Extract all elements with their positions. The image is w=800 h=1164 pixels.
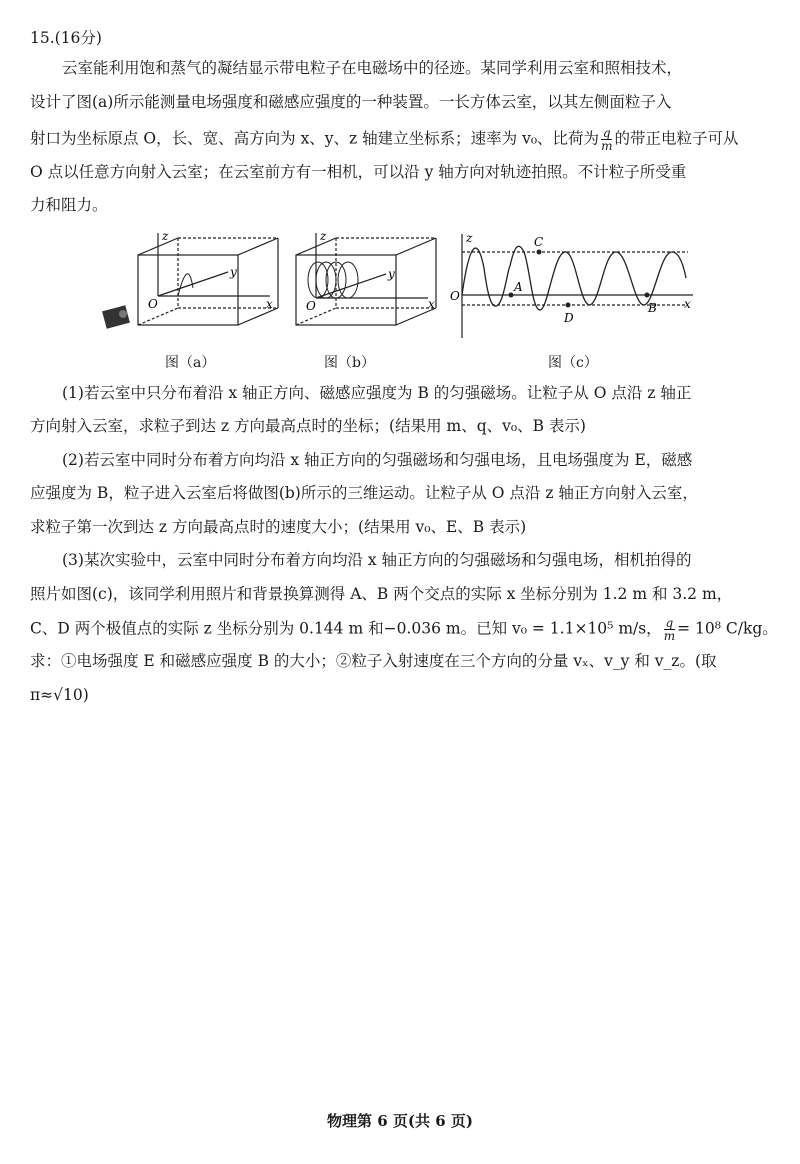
caption-b: 图（b） [324,355,375,371]
intro-line-3b: 的带正电粒子可从 [614,129,739,148]
charge-mass-ratio: $\frac{q}{m}$ [601,126,613,153]
q2-line-3: 求粒子第一次到达 z 方向最高点时的速度大小；(结果用 v₀、E、B 表示) [30,518,527,536]
q3-line-3b: = 10⁸ C/kg。 [677,619,778,638]
label-o-a: O [148,297,158,311]
label-z-a: z [162,229,169,243]
label-b: B [648,301,657,315]
label-x-a: x [266,297,273,311]
figure-a [100,228,280,348]
question-number: 15.(16分) [30,29,102,47]
label-x-b: x [428,297,435,311]
caption-a: 图（a） [165,355,216,371]
intro-line-1: 云室能利用饱和蒸气的凝结显示带电粒子在电磁场中的径迹。某同学利用云室和照相技术， [62,59,683,77]
intro-line-3a: 射口为坐标原点 O，长、宽、高方向为 x、y、z 轴建立坐标系；速率为 v₀、比荷为 [30,129,600,148]
q3-line-1: (3)某次实验中，云室中同时分布着方向均沿 x 轴正方向的匀强磁场和匀强电场，相机拍得的 [62,551,692,569]
q3-charge-mass-ratio: $\frac{q}{m}$ [663,616,676,643]
figure-b [288,228,448,348]
q3-line-4: 求：①电场强度 E 和磁感应强度 B 的大小；②粒子入射速度在三个方向的分量 vₓ、v_y 和 v_z。(取 [30,652,717,670]
label-z-b: z [320,229,327,243]
camera-icon [102,305,130,329]
q1-line-1: (1)若云室中只分布着沿 x 轴正方向、磁感应强度为 B 的匀强磁场。让粒子从 O 点沿 z 轴正 [62,384,692,402]
label-d: D [564,311,574,325]
q3-line-2: 照片如图(c)，该同学利用照片和背景换算测得 A、B 两个交点的实际 x 坐标分别为 1.2 m 和 3.2 m， [30,585,733,603]
intro-line-5: 力和阻力。 [30,196,108,214]
caption-c: 图（c） [548,355,598,371]
q3-line-5: π≈√10) [30,686,89,704]
label-x-c: x [684,297,691,311]
q3-line-3 [30,616,778,643]
point-d [566,303,571,308]
label-z-c: z [466,231,473,245]
page-footer: 物理第 6 页(共 6 页) [327,1112,473,1130]
q3-line-3a: C、D 两个极值点的实际 z 坐标分别为 0.144 m 和−0.036 m。已知 v₀ = 1.1×10⁵ m/s， [30,619,662,638]
q2-line-1: (2)若云室中同时分布着方向均沿 x 轴正方向的匀强磁场和匀强电场，且电场强度为 E，磁感 [62,451,693,469]
q2-line-2: 应强度为 B，粒子进入云室后将做图(b)所示的三维运动。让粒子从 O 点沿 z 轴正方向射入云室， [30,484,698,502]
point-c [537,250,542,255]
label-y-a: y [230,265,237,279]
label-c: C [534,235,544,249]
figure-c [448,228,698,348]
label-y-b: y [388,267,395,281]
point-a [509,293,514,298]
point-b [645,293,650,298]
label-o-c: O [450,289,460,303]
intro-line-2: 设计了图(a)所示能测量电场强度和磁感应强度的一种装置。一长方体云室，以其左侧面粒子入 [30,93,672,111]
intro-line-4: O 点以任意方向射入云室；在云室前方有一相机，可以沿 y 轴方向对轨迹拍照。不计粒子所受重 [30,163,687,181]
y-axis-a [158,272,228,296]
label-a: A [514,280,523,294]
label-o-b: O [306,299,316,313]
intro-line-3 [30,127,772,152]
q1-line-2: 方向射入云室，求粒子到达 z 方向最高点时的坐标；(结果用 m、q、v₀、B 表示) [30,417,586,435]
